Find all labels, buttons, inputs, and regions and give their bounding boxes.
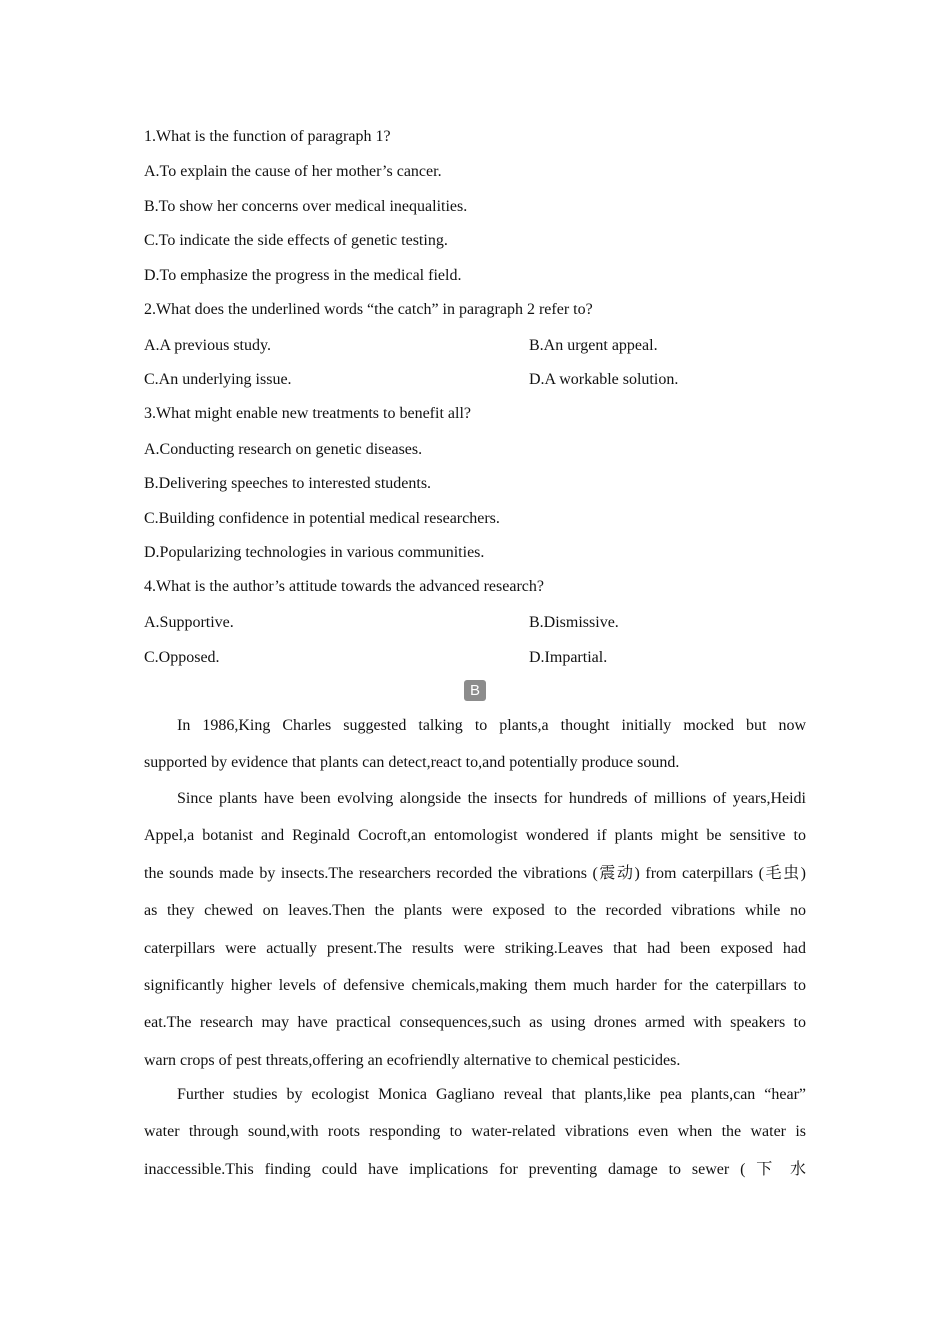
paragraph-2-line: significantly higher levels of defensive chemicals,making them much harder for the caterpillars to [144,977,806,995]
section-b-badge: B [464,680,486,701]
paragraph-2-line: eat.The research may have practical consequences,such as using drones armed with speakers to [144,1014,806,1032]
question-4-option-c: C.Opposed. [144,649,220,666]
paragraph-2-line: Appel,a botanist and Reginald Cocroft,an entomologist wondered if plants might be sensitive to [144,827,806,845]
paragraph-1-line: supported by evidence that plants can detect,react to,and potentially produce sound. [144,754,680,772]
question-2-stem: 2.What does the underlined words “the catch” in paragraph 2 refer to? [144,301,593,318]
question-4-stem: 4.What is the author’s attitude towards the advanced research? [144,578,544,595]
passage-paragraph-3 [144,1076,806,1188]
question-2-option-b: B.An urgent appeal. [529,337,658,354]
paragraph-3-line: water through sound,with roots responding to water-related vibrations even when the water is [144,1123,806,1141]
question-3-option-b: B.Delivering speeches to interested students. [144,475,432,492]
question-1-option-b: B.To show her concerns over medical inequalities. [144,198,468,215]
question-3-option-a: A.Conducting research on genetic diseases. [144,441,423,458]
question-4-option-a: A.Supportive. [144,614,234,631]
question-1-option-c: C.To indicate the side effects of genetic testing. [144,232,448,249]
paragraph-2-line: the sounds made by insects.The researchers recorded the vibrations (震动) from caterpillars (毛虫) [144,864,806,882]
paragraph-2-line: as they chewed on leaves.Then the plants were exposed to the recorded vibrations while no [144,902,806,920]
paragraph-1-line: In 1986,King Charles suggested talking to plants,a thought initially mocked but now [177,717,806,734]
question-2-option-d: D.A workable solution. [529,371,679,388]
passage-paragraph-1 [144,707,806,782]
question-3-option-c: C.Building confidence in potential medical researchers. [144,510,500,527]
question-1-option-d: D.To emphasize the progress in the medical field. [144,267,462,284]
paragraph-3-line: inaccessible.This finding could have implications for preventing damage to sewer ( 下 水 [144,1160,806,1178]
question-4-option-d: D.Impartial. [529,649,608,666]
paragraph-3-line: Further studies by ecologist Monica Gagliano reveal that plants,like pea plants,can “hear” [177,1086,806,1103]
question-1-stem: 1.What is the function of paragraph 1? [144,128,391,145]
paragraph-2-line: warn crops of pest threats,offering an ecofriendly alternative to chemical pesticides. [144,1051,681,1069]
question-4-option-b: B.Dismissive. [529,614,619,631]
paragraph-2-line: Since plants have been evolving alongside the insects for hundreds of millions of years,Heidi [177,790,806,807]
question-3-option-d: D.Popularizing technologies in various communities. [144,544,485,561]
question-1-option-a: A.To explain the cause of her mother’s cancer. [144,163,442,180]
question-2-option-a: A.A previous study. [144,337,271,354]
question-3-stem: 3.What might enable new treatments to benefit all? [144,405,471,422]
question-2-option-c: C.An underlying issue. [144,371,292,388]
paragraph-2-line: caterpillars were actually present.The results were striking.Leaves that had been exposed had [144,939,806,957]
passage-paragraph-2 [144,780,806,1079]
